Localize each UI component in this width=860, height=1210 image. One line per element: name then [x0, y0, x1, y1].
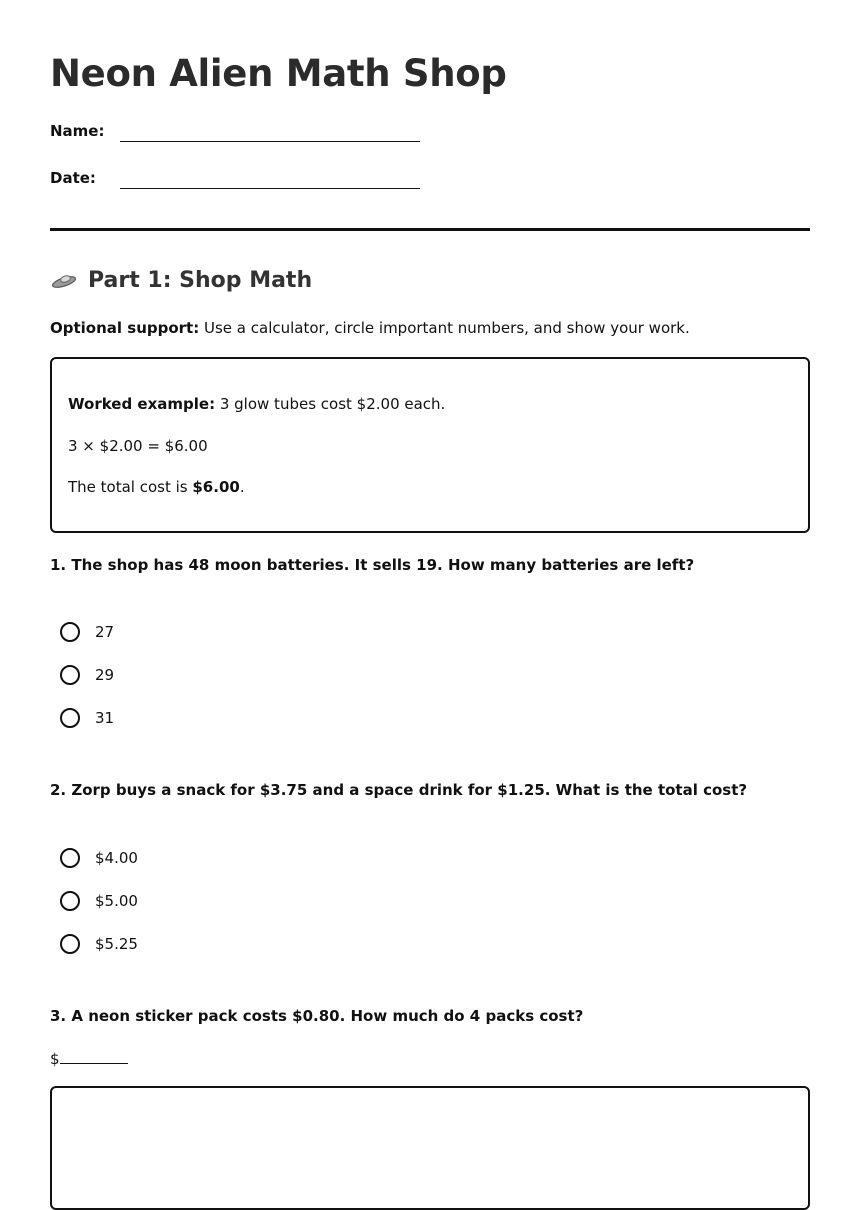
option-label: $5.00 [95, 892, 138, 910]
answer-blank[interactable] [60, 1049, 128, 1064]
example-intro [68, 395, 445, 413]
radio-circle-icon[interactable] [60, 848, 80, 868]
work-space-box[interactable] [50, 1086, 810, 1210]
name-field-row [50, 122, 420, 148]
question-3: 3. A neon sticker pack costs $0.80. How much do 4 packs cost? [50, 1007, 584, 1025]
option-label: 27 [95, 623, 115, 641]
worksheet-title: Neon Alien Math Shop [50, 52, 507, 95]
radio-circle-icon[interactable] [60, 708, 80, 728]
support-label: Optional support: [50, 319, 200, 337]
q2-option-b[interactable] [60, 889, 138, 913]
question-2: 2. Zorp buys a snack for $3.75 and a space drink for $1.25. What is the total cost? [50, 781, 748, 799]
radio-circle-icon[interactable] [60, 891, 80, 911]
part1-heading-text: Part 1: Shop Math [88, 268, 313, 293]
q1-option-a[interactable] [60, 620, 114, 644]
header-divider [50, 228, 810, 231]
option-label: $4.00 [95, 849, 138, 867]
ufo-icon [50, 271, 78, 291]
q3-answer-line[interactable] [50, 1049, 128, 1068]
worked-example-box [50, 357, 810, 533]
option-label: 31 [95, 709, 115, 727]
name-input-line[interactable] [120, 141, 420, 142]
example-label: Worked example: [68, 395, 216, 413]
date-field-row [50, 169, 420, 195]
q1-option-b[interactable] [60, 663, 114, 687]
support-text: Use a calculator, circle important numbers, and show your work. [199, 319, 690, 337]
question-1: 1. The shop has 48 moon batteries. It sells 19. How many batteries are left? [50, 556, 695, 574]
example-equation: 3 × $2.00 = $6.00 [68, 437, 208, 455]
radio-circle-icon[interactable] [60, 665, 80, 685]
conclusion-prefix: The total cost is [68, 478, 193, 496]
conclusion-suffix: . [239, 478, 245, 496]
radio-circle-icon[interactable] [60, 622, 80, 642]
conclusion-value: $6.00 [192, 478, 240, 496]
date-label: Date: [50, 169, 96, 187]
example-text: 3 glow tubes cost $2.00 each. [215, 395, 446, 413]
name-label: Name: [50, 122, 105, 140]
optional-support [50, 319, 690, 337]
example-conclusion [68, 478, 245, 496]
option-label: $5.25 [95, 935, 138, 953]
option-label: 29 [95, 666, 115, 684]
answer-prefix: $ [50, 1050, 60, 1068]
radio-circle-icon[interactable] [60, 934, 80, 954]
q2-option-c[interactable] [60, 932, 138, 956]
q2-option-a[interactable] [60, 846, 138, 870]
date-input-line[interactable] [120, 188, 420, 189]
q1-option-c[interactable] [60, 706, 114, 730]
part1-heading [50, 268, 312, 293]
